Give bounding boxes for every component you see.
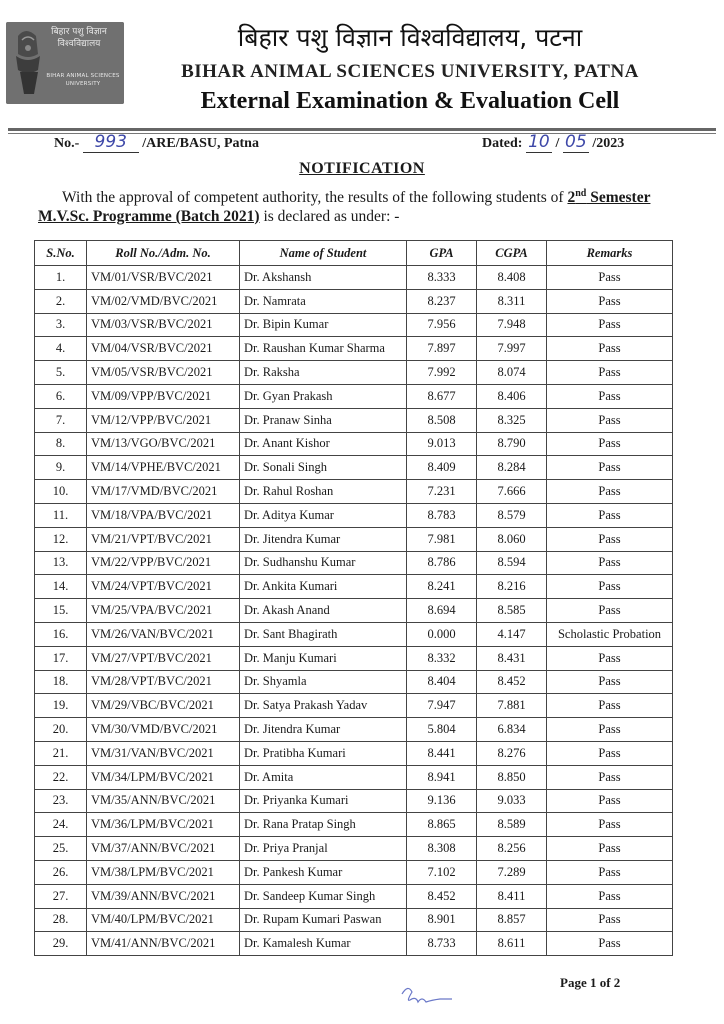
cell-student-name: Dr. Sudhanshu Kumar <box>240 551 407 575</box>
cell-cgpa: 7.948 <box>477 313 547 337</box>
cell-student-name: Dr. Rana Pratap Singh <box>240 813 407 837</box>
cell-sno: 28. <box>35 908 87 932</box>
cell-student-name: Dr. Akash Anand <box>240 599 407 623</box>
logo-text-english: BIHAR ANIMAL SCIENCES UNIVERSITY <box>46 73 120 87</box>
table-row <box>35 408 673 432</box>
date-day-handwritten: 10 <box>526 132 552 153</box>
cell-cgpa: 6.834 <box>477 718 547 742</box>
cell-roll-no: VM/29/VBC/BVC/2021 <box>87 694 240 718</box>
cell-sno: 19. <box>35 694 87 718</box>
cell-gpa: 8.237 <box>407 289 477 313</box>
cell-cgpa: 8.452 <box>477 670 547 694</box>
cell-student-name: Dr. Raksha <box>240 361 407 385</box>
header-divider-thick <box>8 128 716 131</box>
cell-sno: 2. <box>35 289 87 313</box>
cell-gpa: 8.783 <box>407 503 477 527</box>
cell-cgpa: 7.997 <box>477 337 547 361</box>
cell-roll-no: VM/09/VPP/BVC/2021 <box>87 384 240 408</box>
cell-sno: 1. <box>35 266 87 290</box>
cell-roll-no: VM/40/LPM/BVC/2021 <box>87 908 240 932</box>
university-logo <box>6 22 124 104</box>
notification-heading: NOTIFICATION <box>299 160 425 177</box>
cell-cgpa: 7.881 <box>477 694 547 718</box>
cell-roll-no: VM/22/VPP/BVC/2021 <box>87 551 240 575</box>
cell-remarks: Pass <box>547 384 673 408</box>
cell-remarks: Pass <box>547 932 673 956</box>
cell-student-name: Dr. Gyan Prakash <box>240 384 407 408</box>
university-title-hindi: बिहार पशु विज्ञान विश्वविद्यालय, पटना <box>237 23 583 52</box>
programme-label: M.V.Sc. Programme (Batch 2021) <box>38 208 260 225</box>
cell-roll-no: VM/28/VPT/BVC/2021 <box>87 670 240 694</box>
cell-gpa: 8.308 <box>407 837 477 861</box>
results-table-body <box>35 266 673 956</box>
cell-gpa: 9.136 <box>407 789 477 813</box>
cell-gpa: 5.804 <box>407 718 477 742</box>
cell-cgpa: 8.411 <box>477 884 547 908</box>
header-remarks: Remarks <box>547 241 673 266</box>
table-row <box>35 646 673 670</box>
cell-cgpa: 8.311 <box>477 289 547 313</box>
cell-cgpa: 8.589 <box>477 813 547 837</box>
table-row <box>35 860 673 884</box>
cell-roll-no: VM/27/VPT/BVC/2021 <box>87 646 240 670</box>
cell-remarks: Pass <box>547 741 673 765</box>
cell-remarks: Pass <box>547 551 673 575</box>
table-row <box>35 789 673 813</box>
cell-remarks: Pass <box>547 765 673 789</box>
date-month-handwritten: 05 <box>563 132 589 153</box>
cell-roll-no: VM/31/VAN/BVC/2021 <box>87 741 240 765</box>
cell-remarks: Pass <box>547 575 673 599</box>
cell-sno: 16. <box>35 622 87 646</box>
cell-student-name: Dr. Rupam Kumari Paswan <box>240 908 407 932</box>
table-row <box>35 480 673 504</box>
cell-cgpa: 8.431 <box>477 646 547 670</box>
cell-roll-no: VM/12/VPP/BVC/2021 <box>87 408 240 432</box>
cell-remarks: Pass <box>547 527 673 551</box>
cell-remarks: Pass <box>547 908 673 932</box>
cell-remarks: Pass <box>547 313 673 337</box>
cell-remarks: Pass <box>547 789 673 813</box>
cell-sno: 7. <box>35 408 87 432</box>
cell-student-name: Dr. Anant Kishor <box>240 432 407 456</box>
table-row <box>35 908 673 932</box>
cell-roll-no: VM/30/VMD/BVC/2021 <box>87 718 240 742</box>
cell-student-name: Dr. Sonali Singh <box>240 456 407 480</box>
cell-roll-no: VM/39/ANN/BVC/2021 <box>87 884 240 908</box>
cell-sno: 12. <box>35 527 87 551</box>
intro-line-2 <box>38 208 698 226</box>
cell-remarks: Pass <box>547 361 673 385</box>
table-row <box>35 266 673 290</box>
cell-sno: 17. <box>35 646 87 670</box>
table-row <box>35 765 673 789</box>
table-row <box>35 384 673 408</box>
cell-gpa: 8.332 <box>407 646 477 670</box>
cell-cgpa: 8.216 <box>477 575 547 599</box>
intro-line-1 <box>62 188 702 207</box>
cell-student-name: Dr. Namrata <box>240 289 407 313</box>
cell-gpa: 8.901 <box>407 908 477 932</box>
date-year: /2023 <box>592 136 625 151</box>
cell-roll-no: VM/02/VMD/BVC/2021 <box>87 289 240 313</box>
cell-remarks: Pass <box>547 456 673 480</box>
cell-cgpa: 8.585 <box>477 599 547 623</box>
cell-student-name: Dr. Kamalesh Kumar <box>240 932 407 956</box>
cell-remarks: Pass <box>547 860 673 884</box>
cell-remarks: Scholastic Probation <box>547 622 673 646</box>
cell-gpa: 0.000 <box>407 622 477 646</box>
cell-cgpa: 8.579 <box>477 503 547 527</box>
cell-student-name: Dr. Aditya Kumar <box>240 503 407 527</box>
cell-student-name: Dr. Jitendra Kumar <box>240 527 407 551</box>
reference-suffix: /ARE/BASU, Patna <box>142 136 259 151</box>
header-cgpa: CGPA <box>477 241 547 266</box>
cell-roll-no: VM/04/VSR/BVC/2021 <box>87 337 240 361</box>
cell-sno: 21. <box>35 741 87 765</box>
cell-remarks: Pass <box>547 408 673 432</box>
cell-remarks: Pass <box>547 646 673 670</box>
cell-gpa: 7.981 <box>407 527 477 551</box>
cell-gpa: 7.992 <box>407 361 477 385</box>
cell-roll-no: VM/26/VAN/BVC/2021 <box>87 622 240 646</box>
cell-gpa: 8.333 <box>407 266 477 290</box>
cell-remarks: Pass <box>547 266 673 290</box>
cell-roll-no: VM/03/VSR/BVC/2021 <box>87 313 240 337</box>
table-row <box>35 289 673 313</box>
cell-cgpa: 8.611 <box>477 932 547 956</box>
table-row <box>35 718 673 742</box>
cell-roll-no: VM/38/LPM/BVC/2021 <box>87 860 240 884</box>
cell-roll-no: VM/25/VPA/BVC/2021 <box>87 599 240 623</box>
cell-sno: 20. <box>35 718 87 742</box>
cell-roll-no: VM/36/LPM/BVC/2021 <box>87 813 240 837</box>
cell-remarks: Pass <box>547 432 673 456</box>
cell-remarks: Pass <box>547 480 673 504</box>
cell-cgpa: 4.147 <box>477 622 547 646</box>
table-row <box>35 813 673 837</box>
table-row <box>35 884 673 908</box>
cell-cgpa: 8.850 <box>477 765 547 789</box>
cell-remarks: Pass <box>547 813 673 837</box>
cell-gpa: 8.694 <box>407 599 477 623</box>
cell-sno: 13. <box>35 551 87 575</box>
cell-remarks: Pass <box>547 337 673 361</box>
cell-roll-no: VM/41/ANN/BVC/2021 <box>87 932 240 956</box>
cell-roll-no: VM/17/VMD/BVC/2021 <box>87 480 240 504</box>
cell-roll-no: VM/24/VPT/BVC/2021 <box>87 575 240 599</box>
cell-gpa: 8.786 <box>407 551 477 575</box>
cell-student-name: Dr. Raushan Kumar Sharma <box>240 337 407 361</box>
cell-remarks: Pass <box>547 694 673 718</box>
cell-gpa: 8.241 <box>407 575 477 599</box>
signature-mark <box>396 978 460 1008</box>
cell-gpa: 8.441 <box>407 741 477 765</box>
cell-roll-no: VM/37/ANN/BVC/2021 <box>87 837 240 861</box>
cell-sno: 25. <box>35 837 87 861</box>
cell-remarks: Pass <box>547 837 673 861</box>
cell-gpa: 8.452 <box>407 884 477 908</box>
cell-cgpa: 8.790 <box>477 432 547 456</box>
cell-sno: 29. <box>35 932 87 956</box>
cell-cgpa: 9.033 <box>477 789 547 813</box>
cell-gpa: 8.404 <box>407 670 477 694</box>
cell-sno: 23. <box>35 789 87 813</box>
cell-gpa: 7.102 <box>407 860 477 884</box>
cell-student-name: Dr. Sandeep Kumar Singh <box>240 884 407 908</box>
results-table <box>34 240 673 956</box>
cell-gpa: 8.865 <box>407 813 477 837</box>
cell-gpa: 7.897 <box>407 337 477 361</box>
cell-gpa: 8.409 <box>407 456 477 480</box>
cell-remarks: Pass <box>547 884 673 908</box>
table-row <box>35 456 673 480</box>
cell-student-name: Dr. Manju Kumari <box>240 646 407 670</box>
cell-gpa: 8.733 <box>407 932 477 956</box>
cell-gpa: 9.013 <box>407 432 477 456</box>
cell-cgpa: 8.408 <box>477 266 547 290</box>
table-row <box>35 337 673 361</box>
cell-cgpa: 8.857 <box>477 908 547 932</box>
table-row <box>35 313 673 337</box>
cell-sno: 27. <box>35 884 87 908</box>
semester-label: 2nd Semester <box>567 188 651 207</box>
cell-gpa: 8.941 <box>407 765 477 789</box>
cell-sno: 22. <box>35 765 87 789</box>
logo-text-hindi: बिहार पशु विज्ञान विश्वविद्यालय <box>51 27 107 49</box>
cell-cgpa: 8.074 <box>477 361 547 385</box>
cell-sno: 4. <box>35 337 87 361</box>
header-gpa: GPA <box>407 241 477 266</box>
reference-number-handwritten: 993 <box>83 132 139 153</box>
cell-sno: 24. <box>35 813 87 837</box>
cell-cgpa: 8.406 <box>477 384 547 408</box>
cell-cgpa: 8.276 <box>477 741 547 765</box>
header-sno: S.No. <box>35 241 87 266</box>
cell-remarks: Pass <box>547 289 673 313</box>
cell-sno: 26. <box>35 860 87 884</box>
cell-roll-no: VM/35/ANN/BVC/2021 <box>87 789 240 813</box>
cell-student-name: Dr. Shyamla <box>240 670 407 694</box>
table-row <box>35 741 673 765</box>
table-row <box>35 527 673 551</box>
cell-sno: 18. <box>35 670 87 694</box>
cell-gpa: 7.231 <box>407 480 477 504</box>
cell-sno: 10. <box>35 480 87 504</box>
issue-date <box>482 132 624 153</box>
table-row <box>35 670 673 694</box>
cell-student-name: Dr. Sant Bhagirath <box>240 622 407 646</box>
cell-student-name: Dr. Pankesh Kumar <box>240 860 407 884</box>
cell-sno: 3. <box>35 313 87 337</box>
cell-sno: 11. <box>35 503 87 527</box>
cell-gpa: 7.947 <box>407 694 477 718</box>
cell-remarks: Pass <box>547 670 673 694</box>
table-row <box>35 599 673 623</box>
cell-gpa: 8.508 <box>407 408 477 432</box>
date-label: Dated: <box>482 136 523 151</box>
intro-text-rest: is declared as under: - <box>259 208 400 225</box>
cell-sno: 9. <box>35 456 87 480</box>
cell-sno: 8. <box>35 432 87 456</box>
cell-gpa: 7.956 <box>407 313 477 337</box>
cell-student-name: Dr. Jitendra Kumar <box>240 718 407 742</box>
table-row <box>35 432 673 456</box>
date-separator: / <box>555 136 560 151</box>
cell-cgpa: 8.325 <box>477 408 547 432</box>
cell-student-name: Dr. Priya Pranjal <box>240 837 407 861</box>
cell-cgpa: 7.666 <box>477 480 547 504</box>
header-student-name: Name of Student <box>240 241 407 266</box>
cell-student-name: Dr. Pranaw Sinha <box>240 408 407 432</box>
cell-student-name: Dr. Satya Prakash Yadav <box>240 694 407 718</box>
cell-roll-no: VM/14/VPHE/BVC/2021 <box>87 456 240 480</box>
cell-student-name: Dr. Amita <box>240 765 407 789</box>
cell-student-name: Dr. Rahul Roshan <box>240 480 407 504</box>
cell-cgpa: 7.289 <box>477 860 547 884</box>
cell-cgpa: 8.284 <box>477 456 547 480</box>
cell-cgpa: 8.060 <box>477 527 547 551</box>
university-title-english: BIHAR ANIMAL SCIENCES UNIVERSITY, PATNA <box>181 61 639 82</box>
cell-roll-no: VM/01/VSR/BVC/2021 <box>87 266 240 290</box>
cell-roll-no: VM/34/LPM/BVC/2021 <box>87 765 240 789</box>
cell-cgpa: 8.594 <box>477 551 547 575</box>
table-header-row <box>35 241 673 266</box>
cell-roll-no: VM/13/VGO/BVC/2021 <box>87 432 240 456</box>
table-row <box>35 575 673 599</box>
header-roll-no: Roll No./Adm. No. <box>87 241 240 266</box>
cell-roll-no: VM/18/VPA/BVC/2021 <box>87 503 240 527</box>
cell-student-name: Dr. Akshansh <box>240 266 407 290</box>
cell-cgpa: 8.256 <box>477 837 547 861</box>
cell-student-name: Dr. Bipin Kumar <box>240 313 407 337</box>
cell-roll-no: VM/21/VPT/BVC/2021 <box>87 527 240 551</box>
intro-text: With the approval of competent authority, the results of the following students of <box>62 189 568 207</box>
cell-sno: 6. <box>35 384 87 408</box>
cell-subtitle: External Examination & Evaluation Cell <box>200 88 620 114</box>
table-row <box>35 361 673 385</box>
cell-sno: 5. <box>35 361 87 385</box>
cell-gpa: 8.677 <box>407 384 477 408</box>
table-row <box>35 551 673 575</box>
cell-remarks: Pass <box>547 718 673 742</box>
cell-student-name: Dr. Ankita Kumari <box>240 575 407 599</box>
cell-remarks: Pass <box>547 503 673 527</box>
page-number: Page 1 of 2 <box>560 975 621 990</box>
table-row <box>35 694 673 718</box>
reference-label: No.- <box>54 136 80 151</box>
table-row <box>35 622 673 646</box>
cell-sno: 14. <box>35 575 87 599</box>
reference-number <box>54 132 259 153</box>
table-row <box>35 503 673 527</box>
cell-student-name: Dr. Priyanka Kumari <box>240 789 407 813</box>
cell-roll-no: VM/05/VSR/BVC/2021 <box>87 361 240 385</box>
cell-student-name: Dr. Pratibha Kumari <box>240 741 407 765</box>
cell-remarks: Pass <box>547 599 673 623</box>
cell-sno: 15. <box>35 599 87 623</box>
table-row <box>35 837 673 861</box>
table-row <box>35 932 673 956</box>
